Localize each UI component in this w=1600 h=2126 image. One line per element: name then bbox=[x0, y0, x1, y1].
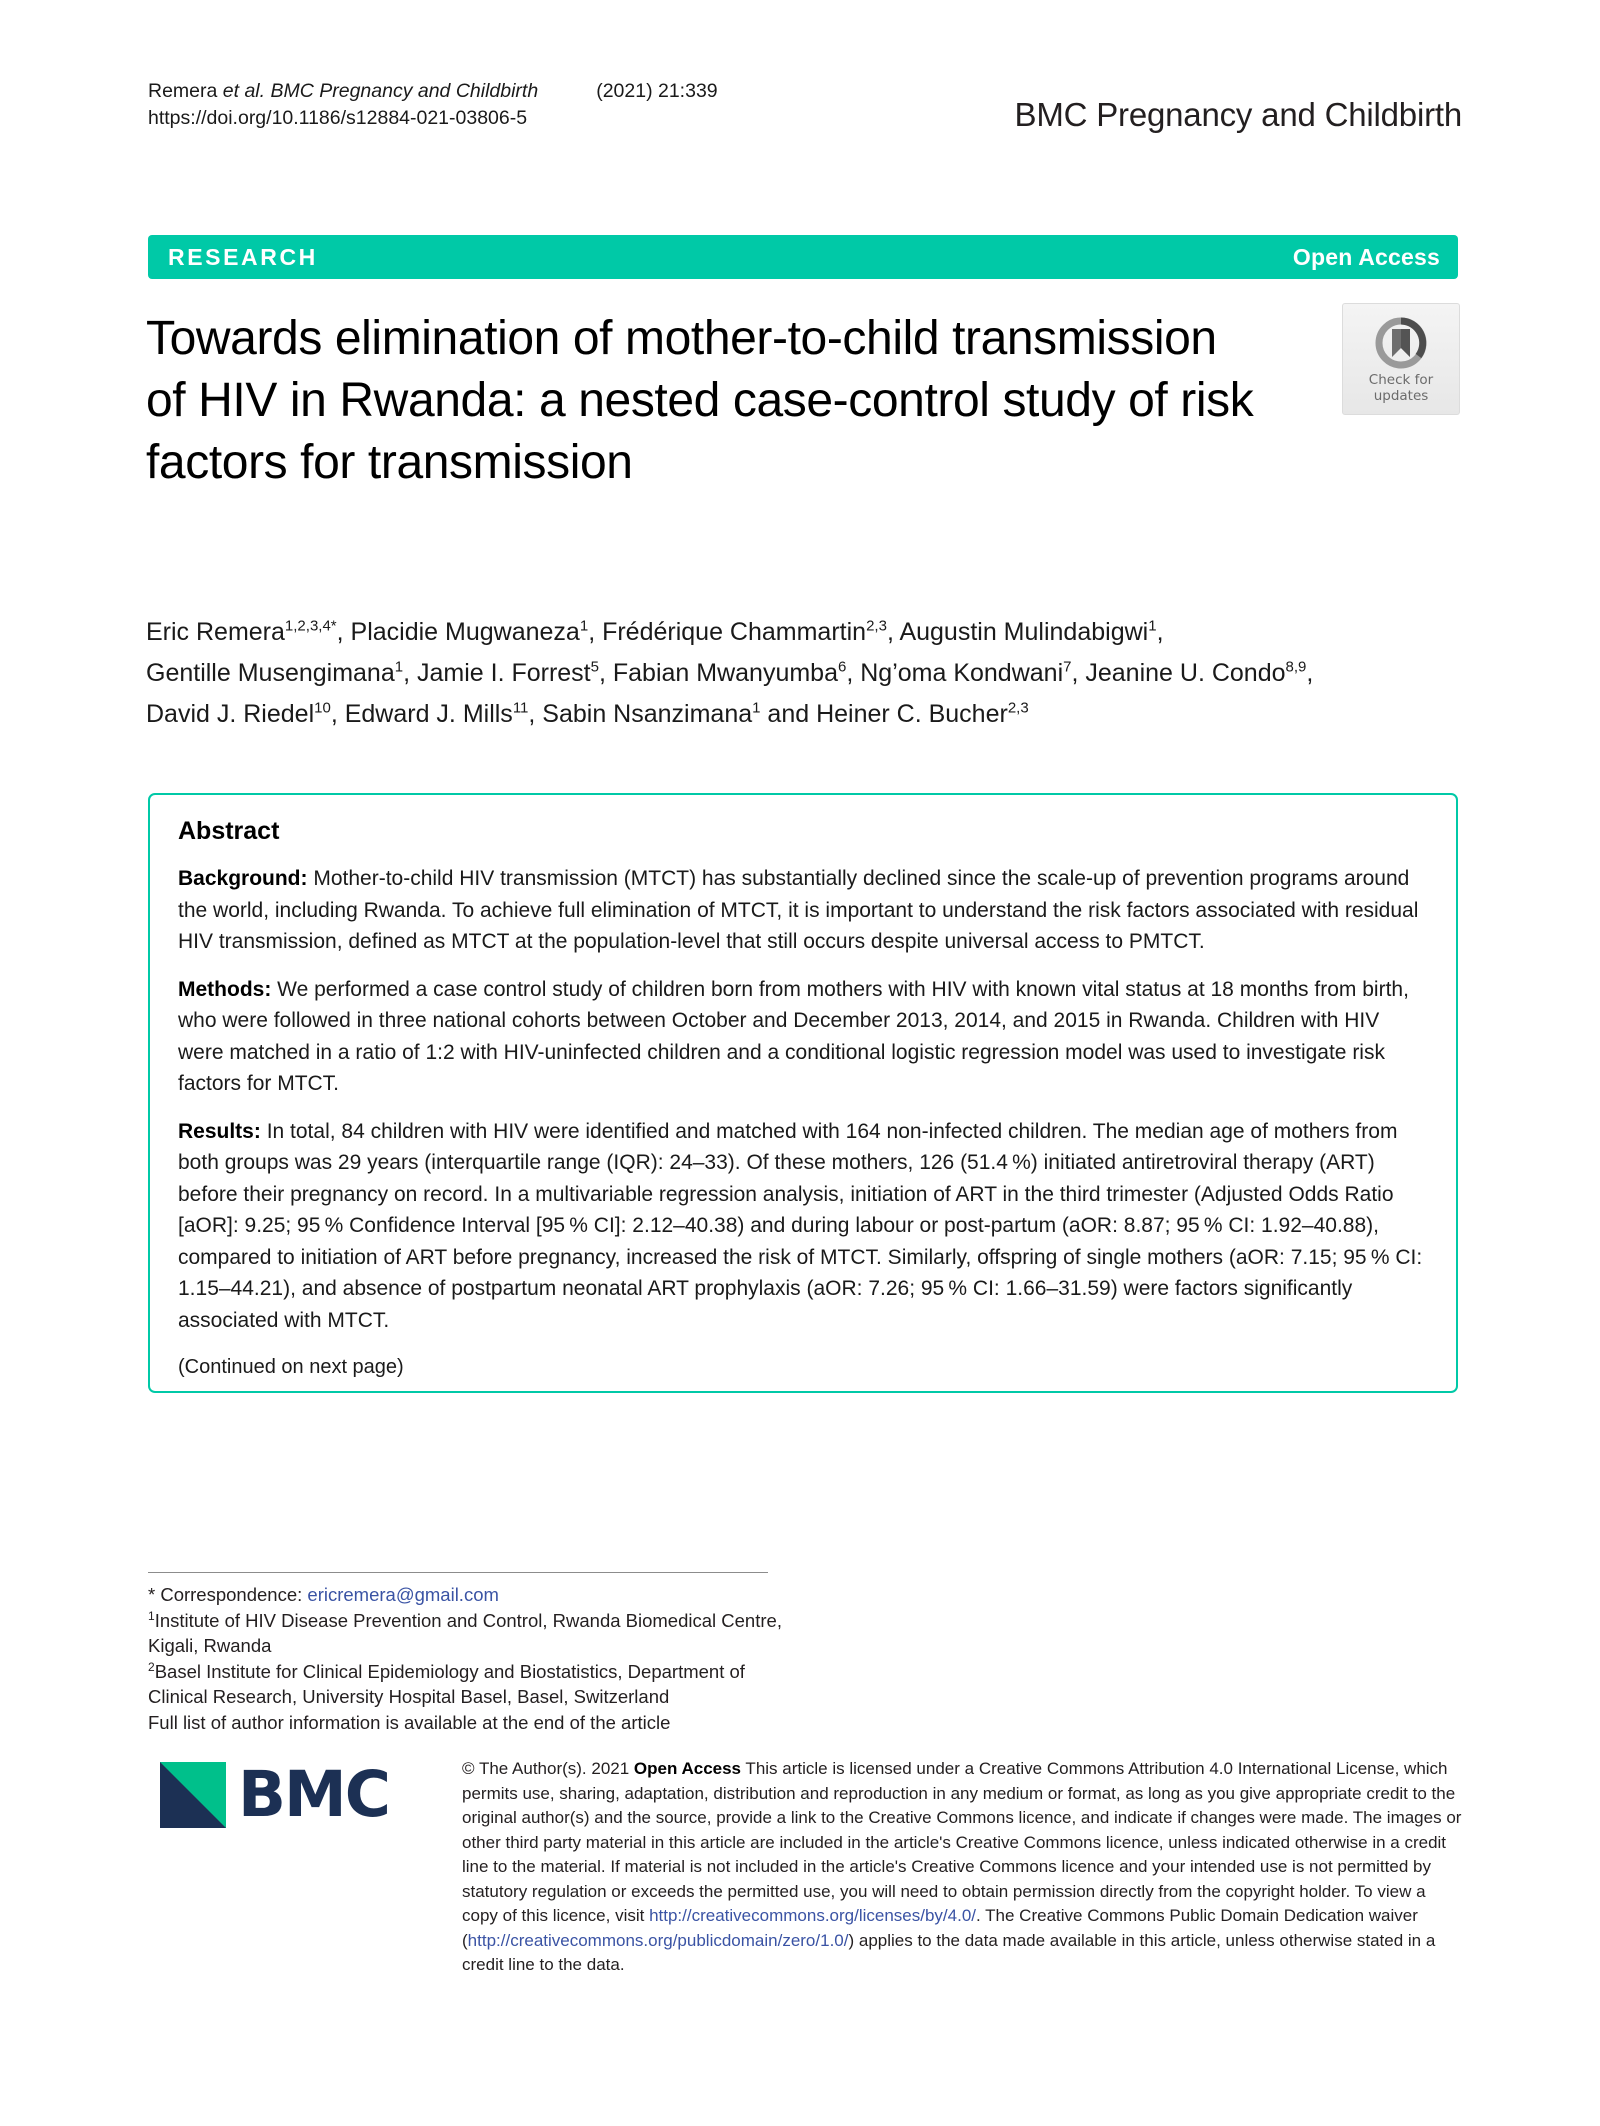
correspondence-label: * Correspondence: bbox=[148, 1584, 303, 1605]
article-type-label: RESEARCH bbox=[168, 244, 318, 270]
doi-text[interactable]: https://doi.org/10.1186/s12884-021-03806-5 bbox=[148, 107, 528, 129]
affiliation-1-marker: 1 bbox=[148, 1608, 155, 1623]
bmc-logo bbox=[160, 1760, 430, 1836]
cc-publicdomain-link[interactable]: http://creativecommons.org/publicdomain/zero/1.0/ bbox=[467, 1930, 849, 1950]
full-author-list-note: Full list of author information is available at the end of the article bbox=[148, 1711, 671, 1733]
author-line-3: David J. Riedel$^{10}$, Edward J. Mills$^{11}$, Sabin Nsanzimana$^1$ and Heiner C. Bucher$^{2,3}$ bbox=[146, 699, 1029, 728]
abstract-background-label: Background: bbox=[178, 867, 308, 890]
author-line-2: Gentille Musengimana$^1$, Jamie I. Forrest$^5$, Fabian Mwanyumba$^6$, Ng’oma Kondwani$^7$, Jeanine U. Condo$^{8,9}$, bbox=[146, 658, 1314, 687]
copyright-open-access: Open Access bbox=[633, 1759, 742, 1778]
running-head-volume: (2021) 21:339 bbox=[596, 80, 718, 102]
abstract-background-text: Mother-to-child HIV transmission (MTCT) has substantially declined since the scale-up of prevention programs around the world, including Rwanda. To achieve full elimination of MTCT, it is important to understand the risk factors associated with residual HIV transmission, defined as MTCT at the population-level that still occurs despite universal access to PMTCT. bbox=[178, 867, 1419, 953]
running-head-journal: et al. BMC Pregnancy and Childbirth bbox=[222, 80, 539, 102]
copyright-body-2: . The Creative Commons Public Domain Dedication waiver ( bbox=[462, 1906, 1418, 1950]
abstract-results-label: Results: bbox=[178, 1119, 261, 1143]
abstract-background bbox=[178, 863, 1428, 958]
journal-title: BMC Pregnancy and Childbirth bbox=[1014, 96, 1462, 133]
correspondence-block bbox=[148, 1582, 788, 1735]
author-line-1: Eric Remera$^{1,2,3,4*}$, Placidie Mugwaneza$^1$, Frédérique Chammartin$^{2,3}$, Augustin Mulindabigwi$^1$, bbox=[146, 617, 1164, 646]
check-for-updates-badge[interactable] bbox=[1342, 303, 1460, 415]
footnote-divider bbox=[148, 1572, 768, 1573]
bmc-wordmark: BMC bbox=[238, 1758, 389, 1831]
author-list bbox=[146, 612, 1326, 735]
abstract-heading: Abstract bbox=[178, 817, 280, 845]
copyright-notice bbox=[462, 1757, 1462, 1978]
affiliation-1 bbox=[148, 1608, 788, 1659]
correspondence-email-link[interactable]: ericremera@gmail.com bbox=[307, 1584, 499, 1605]
correspondence-line bbox=[148, 1582, 788, 1608]
abstract-methods bbox=[178, 974, 1428, 1100]
abstract-results-text: In total, 84 children with HIV were identified and matched with 164 non-infected children. The median age of mothers from both groups was 29 years (interquartile range (IQR): 24–33). Of these mothers, 126 (51.4 %) initiated antiretroviral therapy (ART) before their pregnancy on record. In a multivariable regression analysis, initiation of ART in the third trimester (Adjusted Odds Ratio [aOR]: 9.25; 95 % Confidence Interval [95 % CI]: 2.12–40.38) and during labour or post-partum (aOR: 8.87; 95 % CI: 1.92–40.88), compared to initiation of ART before pregnancy, increased the risk of MTCT. Similarly, offspring of single mothers (aOR: 7.15; 95 % CI: 1.15–44.21), and absence of postpartum neonatal ART prophylaxis (aOR: 7.26; 95 % CI: 1.66–31.59) were factors significantly associated with MTCT. bbox=[178, 1119, 1423, 1332]
affiliation-2-marker: 2 bbox=[148, 1659, 155, 1674]
crossmark-label-line1: Check for bbox=[1368, 372, 1434, 388]
affiliation-1-text: Institute of HIV Disease Prevention and Control, Rwanda Biomedical Centre, Kigali, Rwanda bbox=[148, 1609, 782, 1656]
abstract-section bbox=[148, 793, 1458, 1393]
copyright-body-3: ) applies to the data made available in this article, unless otherwise stated in a credit line to the data. bbox=[462, 1930, 1436, 1974]
crossmark-label-line2: updates bbox=[1373, 387, 1429, 404]
affiliation-2 bbox=[148, 1659, 788, 1710]
copyright-body-1: This article is licensed under a Creative Commons Attribution 4.0 International License, which permits use, sharing, adaptation, distribution and reproduction in any medium or format, as long as you give appropriate credit to the original author(s) and the source, provide a link to the Creative Commons licence, and indicate if changes were made. The images or other third party material in this article are included in the article's Creative Commons licence, unless indicated otherwise in a credit line to the material. If material is not included in the article's Creative Commons licence and your intended use is not permitted by statutory regulation or exceeds the permitted use, you will need to obtain permission directly from the copyright holder. To view a copy of this licence, visit bbox=[462, 1759, 1462, 1925]
running-head-author: Remera bbox=[148, 80, 223, 102]
continued-note: (Continued on next page) bbox=[178, 1356, 404, 1378]
running-head-citation bbox=[148, 78, 1048, 105]
copyright-prefix: © The Author(s). 2021 bbox=[462, 1759, 634, 1778]
abstract-methods-text: We performed a case control study of children born from mothers with HIV with known vital status at 18 months from birth, who were followed in three national cohorts between October and December 2013, 2014, and 2015 in Rwanda. Children with HIV were matched in a ratio of 1:2 with HIV-uninfected children and a conditional logistic regression model was used to investigate risk factors for MTCT. bbox=[178, 977, 1409, 1095]
page-title: Towards elimination of mother-to-child transmission of HIV in Rwanda: a nested case-control study of risk factors for transmission bbox=[146, 312, 1254, 489]
affiliation-2-text: Basel Institute for Clinical Epidemiology and Biostatistics, Department of Clinical Research, University Hospital Basel, Basel, Switzerland bbox=[148, 1660, 745, 1707]
abstract-methods-label: Methods: bbox=[178, 977, 272, 1001]
abstract-results bbox=[178, 1116, 1428, 1337]
bmc-logo-mark-icon bbox=[160, 1762, 226, 1828]
cc-license-link[interactable]: http://creativecommons.org/licenses/by/4.0/ bbox=[649, 1906, 977, 1925]
running-head bbox=[148, 78, 1048, 132]
open-access-bar bbox=[148, 235, 1458, 279]
crossmark-icon bbox=[1373, 315, 1429, 371]
open-access-label: Open Access bbox=[1292, 244, 1440, 270]
